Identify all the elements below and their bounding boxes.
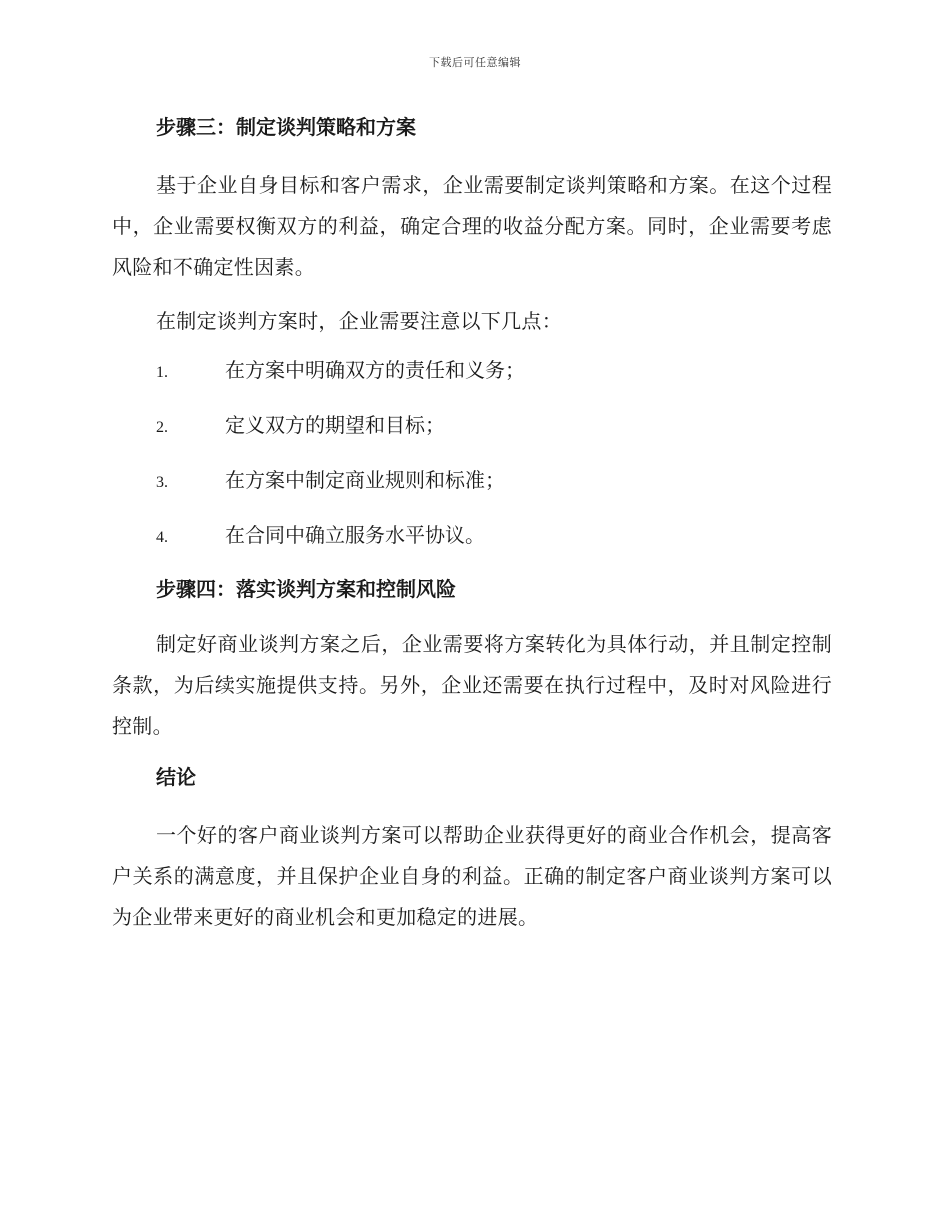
list-item-text: 在合同中确立服务水平协议。: [225, 523, 485, 547]
list-item: [112, 355, 832, 410]
header-note: 下载后可任意编辑: [429, 56, 521, 69]
list-item-text: 在方案中明确双方的责任和义务；: [225, 358, 525, 382]
list-item-number: 2.: [156, 419, 168, 436]
list-item: [112, 520, 832, 575]
conclusion-heading: 结论: [156, 765, 196, 789]
document-body: [112, 110, 832, 938]
step3-list: [112, 355, 832, 575]
list-item-number: 3.: [156, 474, 168, 491]
step4-heading: 步骤四：落实谈判方案和控制风险: [156, 577, 456, 601]
step4-paragraph-1: 制定好商业谈判方案之后，企业需要将方案转化为具体行动，并且制定控制条款，为后续实施提供支持。另外，企业还需要在执行过程中，及时对风险进行控制。: [112, 632, 832, 738]
list-item-text: 在方案中制定商业规则和标准；: [225, 468, 505, 492]
list-item: [112, 410, 832, 465]
list-item-number: 1.: [156, 364, 168, 381]
step3-paragraph-2: 在制定谈判方案时，企业需要注意以下几点：: [156, 309, 562, 333]
list-item-text: 定义双方的期望和目标；: [225, 413, 445, 437]
step3-heading: 步骤三：制定谈判策略和方案: [156, 115, 416, 139]
conclusion-paragraph-1: 一个好的客户商业谈判方案可以帮助企业获得更好的商业合作机会，提高客户关系的满意度，并且保护企业自身的利益。正确的制定客户商业谈判方案可以为企业带来更好的商业机会和更加稳定的进展。: [112, 823, 832, 929]
step3-paragraph-1: 基于企业自身目标和客户需求，企业需要制定谈判策略和方案。在这个过程中，企业需要权衡双方的利益，确定合理的收益分配方案。同时，企业需要考虑风险和不确定性因素。: [112, 173, 832, 279]
list-item-number: 4.: [156, 529, 168, 546]
list-item: [112, 465, 832, 520]
